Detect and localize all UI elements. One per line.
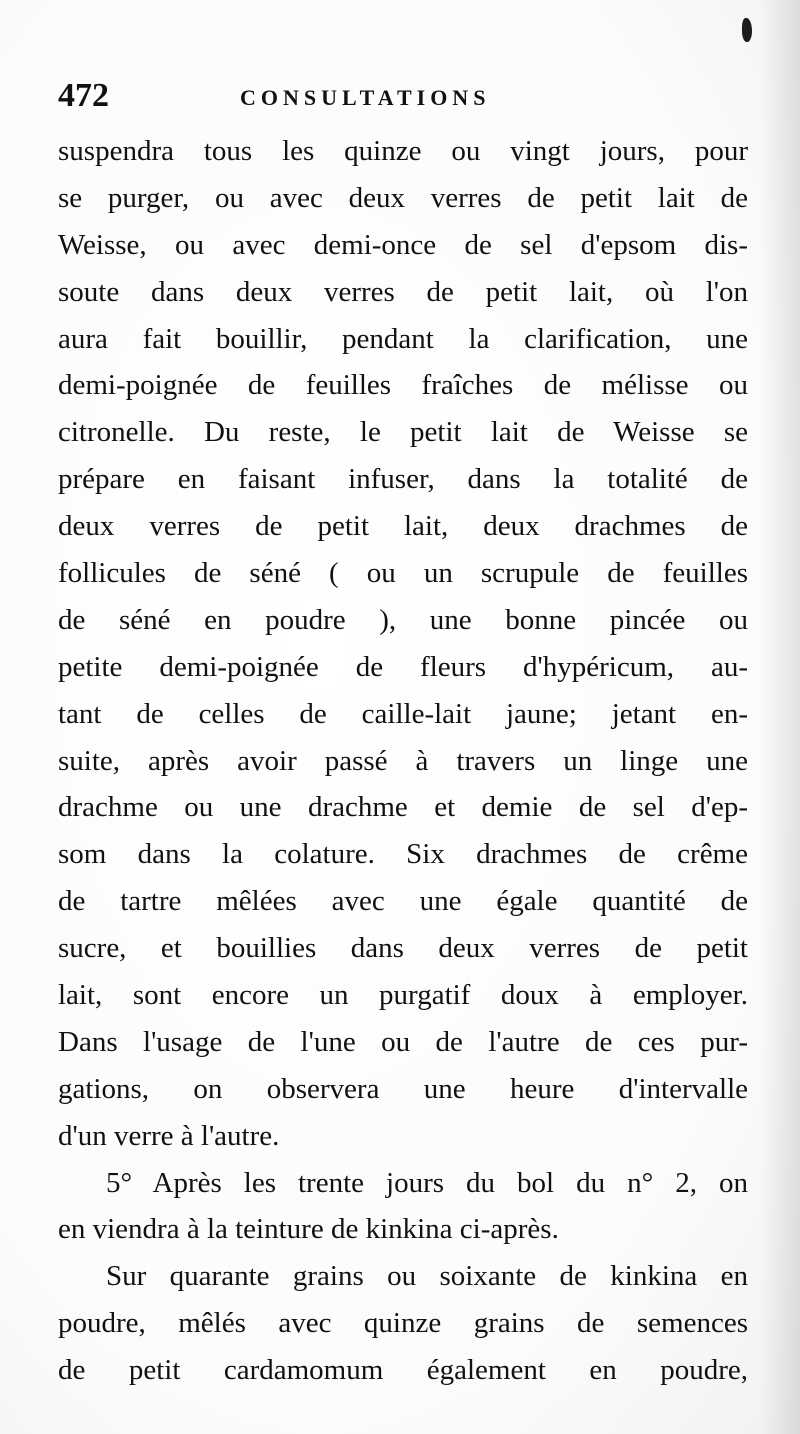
text-line: d'un verre à l'autre. [58,1119,280,1152]
text-line: de séné en poudre ), une bonne pincée ou [58,603,748,636]
text-line: som dans la colature. Six drachmes de crême [58,838,748,871]
text-line: gations, on observera une heure d'intervalle [58,1072,748,1105]
text-line: citronelle. Du reste, le petit lait de Weisse se [58,416,748,449]
body-text [58,128,748,1394]
text-line: tant de celles de caille-lait jaune; jetant en- [58,697,748,730]
text-line: Weisse, ou avec demi-once de sel d'epsom dis- [58,228,748,261]
text-line: 5° Après les trente jours du bol du n° 2, on [106,1166,748,1199]
text-line: petite demi-poignée de fleurs d'hypéricum, au- [58,650,748,683]
text-line: suite, après avoir passé à travers un linge une [58,744,748,777]
text-line: sucre, et bouillies dans deux verres de petit [58,932,748,965]
page-edge-shadow [760,0,800,1434]
text-line: se purger, ou avec deux verres de petit lait de [58,181,748,214]
text-line: deux verres de petit lait, deux drachmes de [58,510,748,543]
ink-mark [742,18,752,42]
running-head: CONSULTATIONS [240,85,491,110]
text-line: lait, sont encore un purgatif doux à employer. [58,979,748,1012]
text-line: demi-poignée de feuilles fraîches de mélisse ou [58,369,748,402]
text-line: de petit cardamomum également en poudre, [58,1354,748,1387]
text-line: follicules de séné ( ou un scrupule de feuilles [58,557,748,590]
page-number: 472 [58,77,109,114]
page-header [58,74,758,122]
text-line: soute dans deux verres de petit lait, où l'on [58,275,748,308]
text-line: aura fait bouillir, pendant la clarification, une [58,322,748,355]
text-line: prépare en faisant infuser, dans la totalité de [58,463,748,496]
text-line: suspendra tous les quinze ou vingt jours, pour [58,135,748,167]
text-line: en viendra à la teinture de kinkina ci-après. [58,1213,559,1246]
text-line: poudre, mêlés avec quinze grains de semences [58,1307,748,1340]
text-line: Sur quarante grains ou soixante de kinkina en [106,1260,748,1293]
text-line: de tartre mêlées avec une égale quantité de [58,885,748,918]
text-line: drachme ou une drachme et demie de sel d'ep- [58,791,748,824]
text-line: Dans l'usage de l'une ou de l'autre de ces pur- [58,1025,748,1058]
